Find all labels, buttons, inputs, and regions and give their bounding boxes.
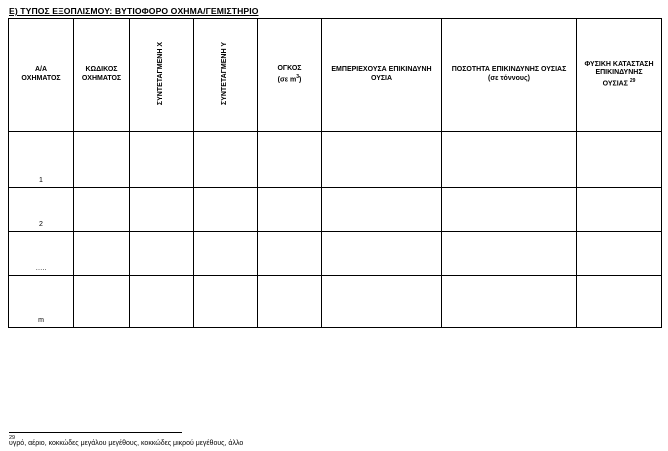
table-row [9, 232, 662, 276]
cell-quantity[interactable] [442, 188, 577, 232]
header-volume-line2: (σε m [277, 76, 297, 84]
cell-substance[interactable] [322, 232, 442, 276]
table-row [9, 188, 662, 232]
cell-quantity[interactable] [442, 232, 577, 276]
vehicle-table [8, 18, 662, 328]
cell-code[interactable] [74, 188, 130, 232]
header-code-line1: ΚΩΔΙΚΟΣ [85, 66, 118, 74]
cell-code[interactable] [74, 276, 130, 328]
row-number: ….. [9, 232, 74, 276]
header-code-line2: ΟΧΗΜΑΤΟΣ [81, 75, 122, 82]
cell-coord-x[interactable] [130, 232, 194, 276]
footnote-separator [9, 432, 182, 433]
cell-physical-state[interactable] [577, 232, 662, 276]
header-quantity [442, 19, 577, 132]
header-aa [9, 19, 74, 132]
row-number: 2 [9, 188, 74, 232]
header-aa-line1: Α/Α [34, 66, 48, 74]
header-physical-state-label: ΦΥΣΙΚΗ ΚΑΤΑΣΤΑΣΗ ΕΠΙΚΙΝΔΥΝΗΣ ΟΥΣΙΑΣ [584, 60, 654, 88]
cell-substance[interactable] [322, 188, 442, 232]
footnote-number: 29 [9, 435, 16, 441]
cell-physical-state[interactable] [577, 276, 662, 328]
header-coord-x-label: ΣΥΝΤΕΤΑΓΜΕΝΗ Χ [157, 41, 165, 105]
cell-volume[interactable] [258, 132, 322, 188]
header-row [9, 19, 662, 132]
cell-substance[interactable] [322, 132, 442, 188]
row-number: 1 [9, 132, 74, 188]
header-aa-line2: ΟΧΗΜΑΤΟΣ [21, 75, 61, 82]
footnote-text: υγρό, αέριο, κοκκώδες μεγάλου μεγέθους, κοκκώδες μικρού μεγέθους, άλλο [9, 440, 244, 447]
section-title: Ε) ΤΥΠΟΣ ΕΞΟΠΛΙΣΜΟΥ: ΒΥΤΙΟΦΟΡΟ ΟΧΗΜΑ/ΓΕΜΙΣΤΗΡΙΟ [9, 6, 259, 16]
header-quantity-line2: (σε τόννους) [488, 75, 530, 82]
cell-coord-x[interactable] [130, 276, 194, 328]
cell-quantity[interactable] [442, 132, 577, 188]
header-coord-y [194, 19, 258, 132]
cell-coord-y[interactable] [194, 232, 258, 276]
header-coord-y-label: ΣΥΝΤΕΤΑΓΜΕΝΗ Υ [221, 41, 229, 105]
header-physical-state [577, 19, 662, 132]
header-coord-x [130, 19, 194, 132]
header-volume-sup: 3 [296, 73, 300, 80]
header-code [74, 19, 130, 132]
cell-coord-y[interactable] [194, 188, 258, 232]
row-number: m [9, 276, 74, 328]
cell-volume[interactable] [258, 276, 322, 328]
table-row [9, 276, 662, 328]
cell-volume[interactable] [258, 188, 322, 232]
cell-coord-y[interactable] [194, 276, 258, 328]
cell-coord-x[interactable] [130, 188, 194, 232]
cell-coord-x[interactable] [130, 132, 194, 188]
header-volume-close: ) [299, 76, 302, 84]
cell-physical-state[interactable] [577, 132, 662, 188]
cell-volume[interactable] [258, 232, 322, 276]
footnote-ref-29: 29 [629, 78, 636, 85]
cell-substance[interactable] [322, 276, 442, 328]
cell-code[interactable] [74, 232, 130, 276]
cell-physical-state[interactable] [577, 188, 662, 232]
cell-coord-y[interactable] [194, 132, 258, 188]
cell-code[interactable] [74, 132, 130, 188]
header-substance [322, 19, 442, 132]
header-substance-label: ΕΜΠΕΡΙΕΧΟΥΣΑ ΕΠΙΚΙΝΔΥΝΗ ΟΥΣΙΑ [331, 66, 432, 82]
cell-quantity[interactable] [442, 276, 577, 328]
table-row [9, 132, 662, 188]
header-quantity-line1: ΠΟΣΟΤΗΤΑ ΕΠΙΚΙΝΔΥΝΗΣ ΟΥΣΙΑΣ [451, 66, 567, 74]
header-volume-line1: ΟΓΚΟΣ [277, 65, 302, 73]
header-volume [258, 19, 322, 132]
